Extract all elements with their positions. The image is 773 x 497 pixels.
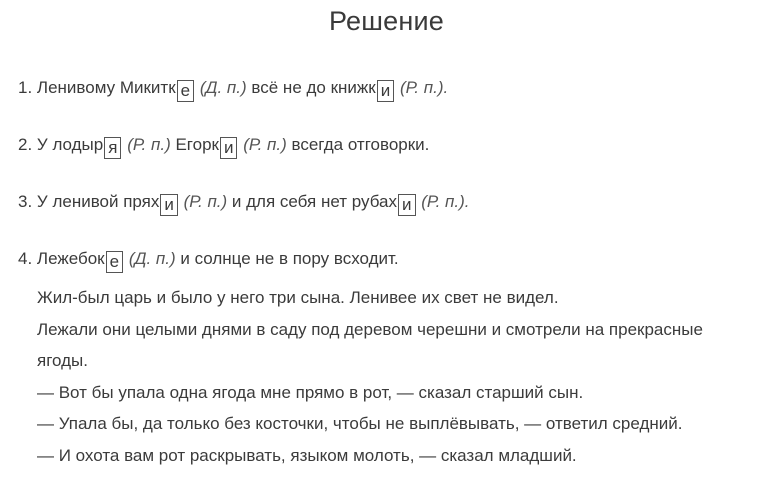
- case-label: (Р. п.): [399, 78, 444, 97]
- item-text: У лодыр: [36, 135, 104, 154]
- ending-box: е: [177, 80, 194, 102]
- item-text: У ленивой прях: [36, 192, 160, 211]
- item-text: Лежебок: [36, 249, 105, 268]
- item-number: 1.: [18, 78, 33, 97]
- ending-box: е: [106, 251, 123, 273]
- story-text: [37, 282, 757, 471]
- case-label: (Р. п.): [183, 192, 228, 211]
- story-line: ягоды.: [37, 351, 88, 370]
- case-label: (Р. п.): [421, 192, 465, 211]
- item-number: 4.: [18, 249, 33, 268]
- ending-box: я: [104, 137, 121, 159]
- ending-box: и: [220, 137, 238, 159]
- item-punctuation: .: [443, 78, 449, 97]
- story-line: — Вот бы упала одна ягода мне прямо в рот, — сказал старший сын.: [37, 382, 584, 402]
- item-text: всегда отговорки.: [291, 135, 430, 154]
- ending-box: и: [160, 194, 178, 216]
- ending-box: и: [377, 80, 395, 102]
- item-text: Ленивому Микитк: [36, 78, 176, 97]
- case-label: (Д. п.): [199, 78, 247, 97]
- item-text: и солнце не в пору всходит.: [180, 249, 399, 268]
- item-text: Егорк: [175, 135, 219, 154]
- item-number: 3.: [18, 192, 33, 211]
- page-title: Решение: [329, 6, 444, 36]
- list-item-2: [18, 133, 429, 159]
- item-text: и для себя нет рубах: [231, 192, 398, 211]
- case-label: (Р. п.): [243, 135, 287, 154]
- case-label: (Д. п.): [128, 249, 176, 268]
- list-item-3: [18, 190, 470, 216]
- ending-box: и: [398, 194, 416, 216]
- item-number: 2.: [18, 135, 33, 154]
- story-line: Лежали они целыми днями в саду под деревом черешни и смотрели на прекрасные: [37, 319, 703, 339]
- story-line: — И охота вам рот раскрывать, языком молоть, — сказал младший.: [37, 445, 577, 465]
- item-punctuation: .: [464, 192, 470, 211]
- story-line: — Упала бы, да только без косточки, чтобы не выплёвывать, — ответил средний.: [37, 414, 683, 433]
- list-item-4: [18, 247, 399, 273]
- story-line: Жил-был царь и было у него три сына. Ленивее их свет не видел.: [37, 288, 559, 307]
- case-label: (Р. п.): [127, 135, 171, 154]
- list-item-1: [18, 76, 448, 102]
- item-text: всё не до книжк: [251, 78, 376, 97]
